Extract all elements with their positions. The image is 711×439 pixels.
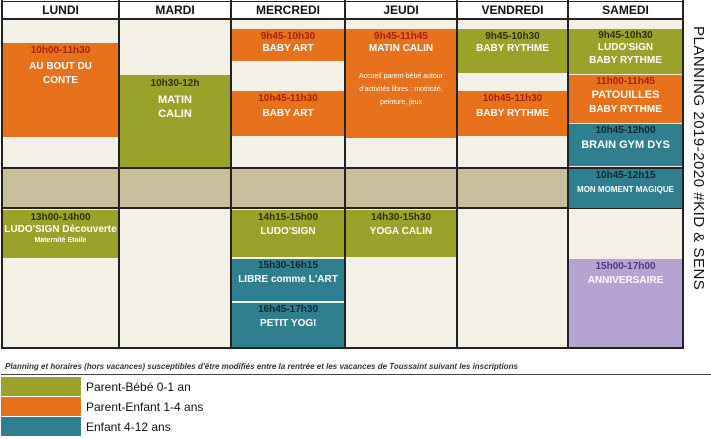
session-time: 10h00-11h30	[30, 45, 91, 56]
session-baby-art-1	[232, 29, 344, 61]
session-ludosign-mercredi	[232, 210, 344, 257]
day-header-jeudi: JEUDI	[345, 1, 457, 19]
legend-swatch-parent-bebe	[1, 377, 81, 396]
day-header-mardi: MARDI	[119, 1, 231, 19]
session-title: PETIT YOGI	[260, 318, 316, 329]
day-header-vendredi: VENDREDI	[457, 1, 568, 19]
session-title: BABY RYTHME	[476, 108, 549, 119]
session-title: LUDO'SIGN	[597, 42, 654, 53]
schedule-note: Planning et horaires (hors vacances) susceptibles d'être modifiés entre la rentrée et les vacances de Toussaint suivant les inscriptions	[5, 362, 518, 371]
day-header-samedi: SAMEDI	[568, 1, 683, 19]
side-title: PLANNING 2019-2020 #KID & SENS	[690, 26, 707, 291]
session-subtitle: Maternité Etoile	[34, 237, 87, 244]
session-title: LUDO'SIGN	[260, 226, 316, 237]
session-ludosign-decouverte	[3, 210, 118, 258]
legend-label-parent-enfant: Parent-Enfant 1-4 ans	[86, 400, 204, 414]
session-time: 9h45-10h30	[485, 31, 540, 42]
session-title: MATIN CALIN	[368, 43, 434, 54]
session-baby-rythme-2	[458, 91, 567, 136]
session-time: 13h00-14h00	[30, 212, 91, 223]
session-time: 11h00-11h45	[596, 76, 655, 87]
note-divider	[1, 374, 711, 375]
session-title: AU BOUT DU CONTE	[29, 61, 92, 86]
session-time: 9h45-11h45	[374, 31, 428, 42]
session-time: 9h45-10h30	[260, 31, 316, 42]
session-title: LIBRE comme L'ART	[238, 274, 338, 285]
legend-label-parent-bebe: Parent-Bébé 0-1 an	[86, 380, 191, 394]
session-time: 14h30-15h30	[370, 212, 432, 223]
lunch-band	[2, 168, 568, 208]
day-header-lundi: LUNDI	[2, 1, 119, 19]
session-title: YOGA CALIN	[369, 226, 433, 237]
row-line	[1, 347, 684, 349]
session-anniversaire	[569, 259, 682, 347]
session-title: PATOUILLES	[591, 89, 660, 101]
session-title: ANNIVERSAIRE	[587, 275, 664, 286]
col-line	[118, 0, 120, 348]
session-petit-yogi	[232, 303, 344, 347]
session-description: Accueil parent-bébé autour d'activités libres : motricité, peinture, jeux	[358, 73, 444, 106]
session-time: 15h30-16h15	[257, 260, 319, 271]
session-baby-art-2	[232, 91, 344, 136]
legend-swatch-enfant	[1, 417, 81, 436]
col-line	[682, 0, 684, 348]
session-time: 10h45-11h30	[482, 93, 543, 104]
session-title: BABY ART	[262, 108, 314, 119]
session-time: 15h00-17h00	[595, 261, 656, 272]
session-time: 14h15-15h00	[257, 212, 319, 223]
session-matin-calin-jeudi	[346, 29, 456, 138]
session-time: 10h45-12h00	[595, 125, 656, 136]
session-title: MON MOMENT MAGIQUE	[577, 185, 674, 194]
session-au-bout-du-conte	[3, 43, 118, 137]
session-title: LUDO'SIGN Découverte	[4, 224, 117, 235]
session-title: BABY ART	[262, 43, 314, 54]
day-header-mercredi: MERCREDI	[231, 1, 345, 19]
session-title: MATIN CALIN	[157, 94, 192, 120]
session-libre-comme-lart	[232, 259, 344, 301]
session-time: 10h45-11h30	[258, 93, 318, 104]
session-time: 9h45-10h30	[598, 30, 653, 41]
session-brain-gym-dys	[569, 124, 682, 166]
session-title: BRAIN GYM DYS	[581, 139, 670, 151]
legend-swatch-parent-enfant	[1, 397, 81, 416]
session-title: BABY RYTHME	[476, 43, 549, 54]
session-subtitle: BABY RYTHME	[589, 55, 662, 66]
session-time: 10h45-12h15	[595, 170, 656, 181]
session-time: 10h30-12h	[150, 78, 200, 89]
session-patouilles	[569, 75, 682, 123]
session-ludosign-samedi	[569, 29, 682, 74]
session-mon-moment-magique	[569, 169, 682, 208]
session-matin-calin-mardi	[120, 75, 230, 167]
session-subtitle: BABY RYTHME	[589, 104, 662, 115]
session-yoga-calin	[346, 210, 456, 257]
legend-label-enfant: Enfant 4-12 ans	[86, 420, 171, 434]
session-time: 16h45-17h30	[257, 304, 319, 315]
session-baby-rythme-1	[458, 29, 567, 73]
